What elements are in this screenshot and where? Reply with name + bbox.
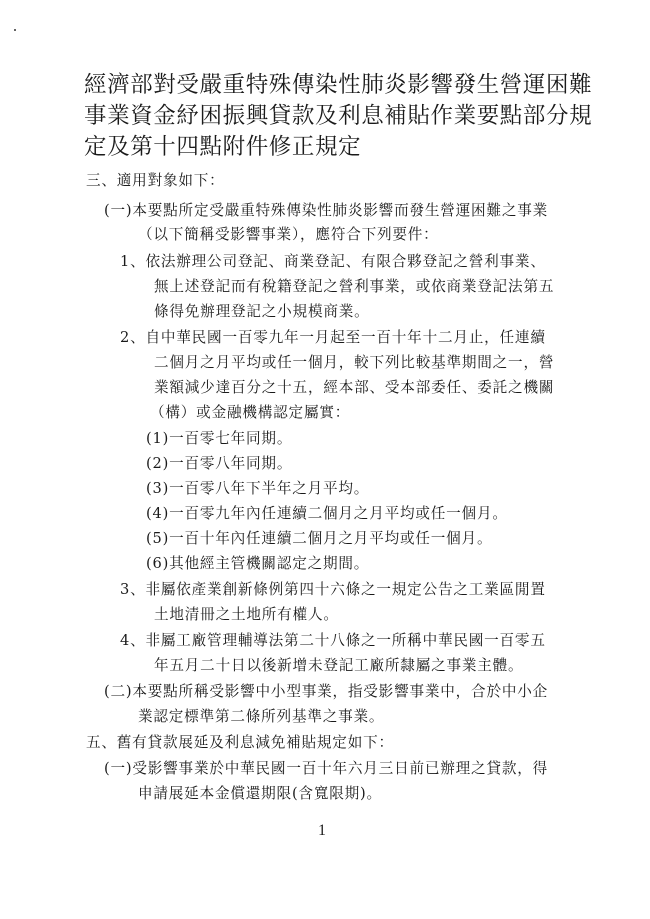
requirement-3-line-1: 3、非屬依產業創新條例第四十六條之一規定公告之工業區閒置 [120, 581, 546, 598]
section-3-heading: 三、適用對象如下： [86, 172, 225, 189]
requirement-2-line-2: 二個月之月平均或任一個月，較下列比較基準期間之一，營 [154, 354, 555, 371]
requirement-2-line-3: 業額減少達百分之十五，經本部、受本部委任、委託之機關 [154, 379, 555, 396]
requirement-1-line-1: 1、依法辦理公司登記、商業登記、有限合夥登記之營利事業、 [120, 253, 546, 270]
document-title: 經濟部對受嚴重特殊傳染性肺炎影響發生營運困難事業資金紓困振興貸款及利息補貼作業要點部分規定及第十四點附件修正規定 [84, 72, 593, 160]
item-5-1-line-2: 申請展延本金償還期限(含寬限期)。 [138, 785, 382, 802]
requirement-1-line-3: 條得免辦理登記之小規模商業。 [154, 303, 370, 320]
item-3-1-line-2: （以下簡稱受影響事業），應符合下列要件： [138, 226, 439, 243]
baseline-option-5: (5)一百十年內任連續二個月之月平均或任一個月。 [146, 530, 493, 547]
item-3-2-line-2: 業認定標準第二條所列基準之事業。 [138, 708, 385, 725]
requirement-4-line-1: 4、非屬工廠管理輔導法第二十八條之一所稱中華民國一百零五 [120, 632, 546, 649]
requirement-2-line-1: 2、自中華民國一百零九年一月起至一百十年十二月止，任連續 [120, 329, 546, 346]
baseline-option-6: (6)其他經主管機關認定之期間。 [146, 555, 370, 572]
baseline-option-1: (1)一百零七年同期。 [146, 430, 293, 447]
item-3-1-line-1: (一)本要點所定受嚴重特殊傳染性肺炎影響而發生營運困難之事業 [104, 202, 549, 219]
scan-speck [14, 29, 16, 31]
item-5-1-line-1: (一)受影響事業於中華民國一百十年六月三日前已辦理之貸款，得 [104, 760, 549, 777]
page-number: 1 [318, 822, 326, 839]
requirement-4-line-2: 年五月二十日以後新增未登記工廠所隸屬之事業主體。 [154, 657, 524, 674]
baseline-option-3: (3)一百零八年下半年之月平均。 [146, 480, 370, 497]
item-3-2-line-1: (二)本要點所稱受影響中小型事業，指受影響事業中，合於中小企 [104, 683, 549, 700]
section-5-heading: 五、舊有貸款展延及利息減免補貼規定如下： [86, 734, 394, 751]
baseline-option-2: (2)一百零八年同期。 [146, 455, 293, 472]
requirement-3-line-2: 土地清冊之土地所有權人。 [154, 606, 339, 623]
baseline-option-4: (4)一百零九年內任連續二個月之月平均或任一個月。 [146, 505, 508, 522]
requirement-1-line-2: 無上述登記而有稅籍登記之營利事業，或依商業登記法第五 [154, 278, 555, 295]
requirement-2-line-4: （構）或金融機構認定屬實： [150, 404, 351, 421]
